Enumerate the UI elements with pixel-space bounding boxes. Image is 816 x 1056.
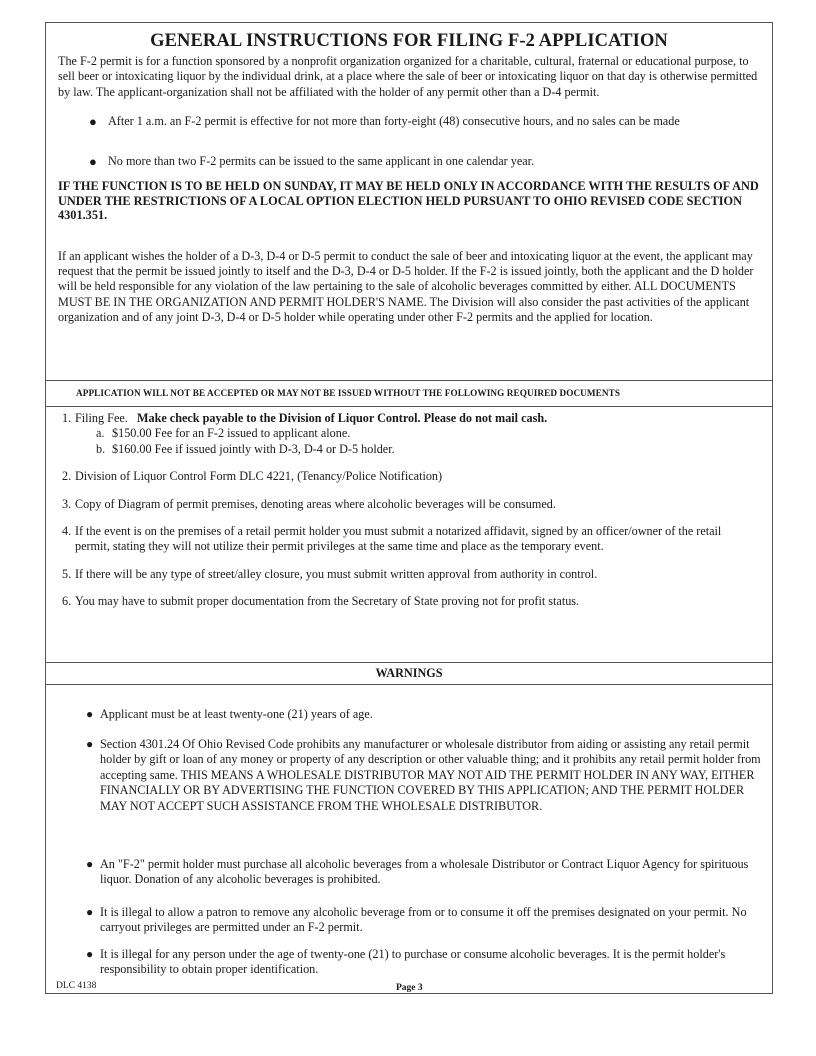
fee-option-letter: a. — [96, 426, 105, 441]
warning-carryout — [86, 905, 770, 936]
page-title: GENERAL INSTRUCTIONS FOR FILING F-2 APPLICATION — [150, 31, 668, 51]
warning-underage — [86, 947, 770, 978]
warning-section-4301-24 — [86, 737, 770, 814]
warning-text: Section 4301.24 Of Ohio Revised Code prohibits any manufacturer or wholesale distributor from aiding or assisting any retail permit holder by gift or loan of any money or property of any description or other valuable thing; and it prohibits any retail permit holder from accepting same. THIS MEANS A WHOLESALE DISTRIBUTOR MAY NOT AID THE PERMIT HOLDER IN ANY WAY, EITHER FINANCIALLY OR BY ADVERTISING THE FUNCTION COVERED BY THIS APPLICATION; AND THE PERMIT HOLDER MAY NOT ACCEPT SUCH ASSISTANCE FROM THE WHOLESALE DISTRIBUTOR. — [100, 737, 761, 813]
bullet-icon: ● — [86, 737, 94, 751]
bullet-icon: ● — [86, 707, 94, 721]
fee-option-a — [62, 426, 758, 441]
requirement-form-dlc-4221 — [62, 469, 758, 484]
bullet-icon: ● — [86, 905, 94, 919]
sunday-notice: IF THE FUNCTION IS TO BE HELD ON SUNDAY, IT MAY BE HELD ONLY IN ACCORDANCE WITH THE RESULTS OF AND UNDER THE RESTRICTIONS OF A LOCAL OPTION ELECTION HELD PURSUANT TO OHIO REVISED CODE SECTION 4301.351. — [58, 179, 759, 223]
requirement-number: 2. — [62, 469, 72, 484]
intro-bullet-list — [58, 114, 760, 169]
fee-option-text: $150.00 Fee for an F-2 issued to applicant alone. — [112, 426, 351, 441]
fee-option-b — [62, 442, 758, 457]
requirement-number: 4. — [62, 524, 72, 539]
intro-paragraph: The F-2 permit is for a function sponsored by a nonprofit organization organized for a charitable, cultural, fraternal or educational purpose, to sell beer or intoxicating liquor by the individual drink, at a place where the sale of beer or intoxicating liquor on that day is otherwise permitted by law. The applicant-organization shall not be affiliated with the holder of any permit other than a D-4 permit. — [58, 54, 758, 99]
page-number: Page 3 — [396, 983, 423, 993]
bullet-icon: ● — [89, 153, 97, 169]
warnings-section — [46, 685, 772, 993]
warning-text: It is illegal for any person under the age of twenty-one (21) to purchase or consume alcoholic beverages. It is the permit holder's responsibility to obtain proper identification. — [100, 947, 726, 977]
requirement-filing-fee — [62, 411, 758, 426]
intro-bullet-text: No more than two F-2 permits can be issued to the same applicant in one calendar year. — [108, 153, 535, 168]
requirement-text: If the event is on the premises of a retail permit holder you must submit a notarized affidavit, signed by an officer/owner of the retail permit, stating they will not utilize their permit privileges at the same time and place as the temporary event. — [75, 524, 722, 554]
intro-bullet-limit — [58, 154, 760, 169]
requirement-affidavit — [62, 524, 758, 555]
form-frame — [45, 22, 773, 994]
warning-text: It is illegal to allow a patron to remove any alcoholic beverage from or to consume it off the premises designated on your permit. No carryout privileges are permitted under an F-2 permit. — [100, 905, 747, 935]
requirement-number: 5. — [62, 566, 72, 581]
joint-permit-paragraph: If an applicant wishes the holder of a D-3, D-4 or D-5 permit to conduct the sale of beer and intoxicating liquor at the event, the applicant may request that the permit be issued jointly to itself and the D-3, D-4 or D-5 holder. If the F-2 is issued jointly, both the applicant and the D holder will be held responsible for any violation of the law pertaining to the sale of alcoholic beverages committed by either. ALL DOCUMENTS MUST BE IN THE ORGANIZATION AND PERMIT HOLDER'S NAME. The Division will also consider the past activities of the applicant organization and of any joint D-3, D-4 or D-5 holder while operating under other F-2 permits and the applied for location. — [58, 248, 754, 325]
requirement-number: 1. — [62, 411, 72, 425]
bullet-icon: ● — [86, 857, 94, 871]
requirements-section — [46, 407, 772, 663]
fee-option-letter: b. — [96, 441, 106, 456]
requirement-text: You may have to submit proper documentation from the Secretary of State proving not for profit status. — [75, 594, 580, 609]
bullet-icon: ● — [89, 114, 97, 130]
intro-bullet-hours — [58, 114, 760, 129]
requirement-text: If there will be any type of street/alley closure, you must submit written approval from authority in control. — [75, 566, 598, 581]
fee-option-text: $160.00 Fee if issued jointly with D-3, D-4 or D-5 holder. — [112, 441, 395, 456]
intro-bullet-text: After 1 a.m. an F-2 permit is effective for not more than forty-eight (48) consecutive hours, and no sales can be made — [108, 114, 680, 129]
requirement-nonprofit-status — [62, 594, 758, 609]
warning-text: An "F-2" permit holder must purchase all alcoholic beverages from a wholesale Distributor or Contract Liquor Agency for spirituous liquor. Donation of any alcoholic beverages is prohibited. — [100, 857, 749, 887]
requirement-text: Division of Liquor Control Form DLC 4221, (Tenancy/Police Notification) — [75, 469, 443, 484]
requirement-text: Filing Fee. — [75, 411, 128, 425]
form-number: DLC 4138 — [56, 981, 97, 991]
warning-age — [86, 707, 770, 722]
intro-section — [46, 23, 772, 381]
requirement-bold-note: Make check payable to the Division of Liquor Control. Please do not mail cash. — [136, 411, 548, 425]
requirement-number: 6. — [62, 594, 72, 609]
requirement-diagram — [62, 497, 758, 512]
bullet-icon: ● — [86, 947, 94, 961]
requirement-text: Copy of Diagram of permit premises, denoting areas where alcoholic beverages will be consumed. — [75, 496, 556, 511]
required-documents-header: APPLICATION WILL NOT BE ACCEPTED OR MAY NOT BE ISSUED WITHOUT THE FOLLOWING REQUIRED DOCUMENTS — [46, 381, 772, 407]
warnings-header: WARNINGS — [46, 663, 772, 685]
requirement-street-closure — [62, 567, 758, 582]
requirement-number: 3. — [62, 496, 72, 511]
warning-text: Applicant must be at least twenty-one (21) years of age. — [100, 707, 373, 721]
warning-purchase-source — [86, 857, 770, 888]
